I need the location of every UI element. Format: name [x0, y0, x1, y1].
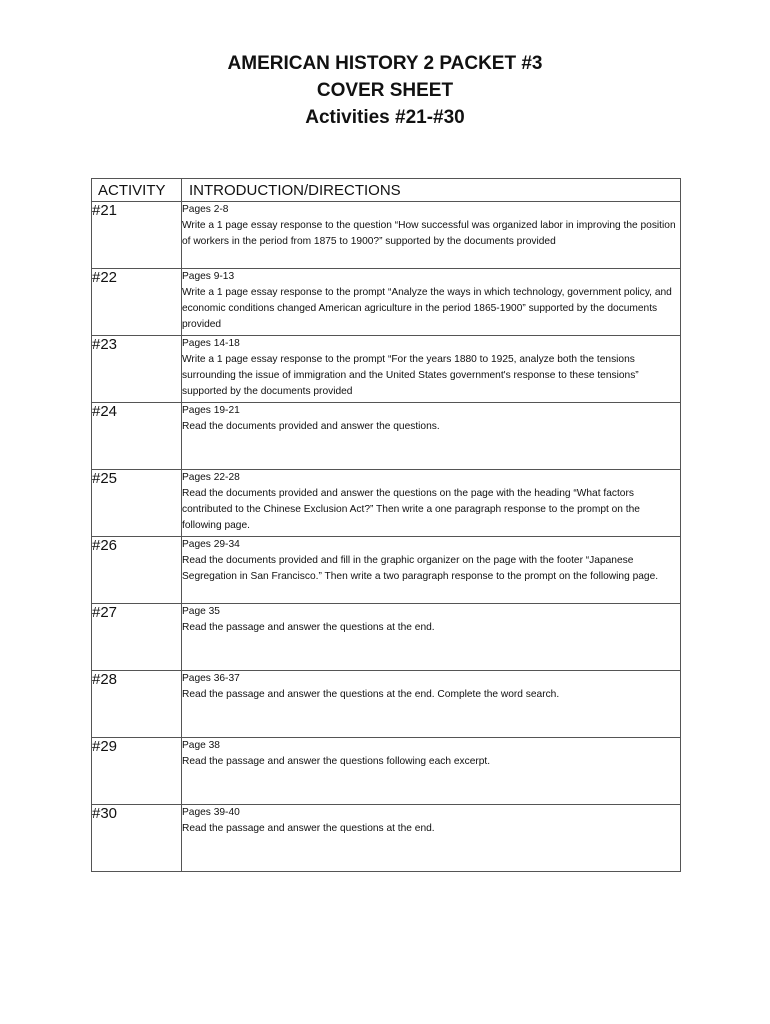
table-row	[92, 537, 681, 604]
activity-directions	[182, 738, 681, 805]
table-row	[92, 805, 681, 872]
activity-pages: Pages 39-40	[182, 807, 240, 818]
activity-number: #24	[92, 403, 182, 470]
activity-directions	[182, 537, 681, 604]
activity-pages: Pages 14-18	[182, 338, 240, 349]
activity-description: Read the documents provided and fill in the graphic organizer on the page with the footer “Japanese Segregation in San Francisco.” Then write a two paragraph response to the prompt on the following page.	[182, 555, 659, 582]
table-row	[92, 403, 681, 470]
title-line-2: COVER SHEET	[316, 80, 454, 101]
activity-pages: Pages 22-28	[182, 472, 240, 483]
activity-description: Read the documents provided and answer the questions.	[182, 421, 440, 432]
activity-description: Write a 1 page essay response to the prompt “Analyze the ways in which technology, government policy, and economic conditions changed American agriculture in the period 1865-1900” supported by the documents provided	[182, 287, 672, 330]
activity-number: #30	[92, 805, 182, 872]
activity-description: Write a 1 page essay response to the question “How successful was organized labor in improving the position of workers in the period from 1875 to 1900?” supported by the documents provided	[182, 220, 676, 247]
activity-number: #25	[92, 470, 182, 537]
activity-directions	[182, 403, 681, 470]
activity-description: Write a 1 page essay response to the prompt “For the years 1880 to 1925, analyze both the tensions surrounding the issue of immigration and the United States government's response to these tensions” supported by the documents provided	[182, 354, 639, 397]
activity-pages: Page 38	[182, 740, 220, 751]
title-line-3: Activities #21-#30	[305, 107, 465, 128]
table-row	[92, 738, 681, 805]
activity-description: Read the passage and answer the questions at the end. Complete the word search.	[182, 689, 560, 700]
table-row	[92, 671, 681, 738]
title-line-1: AMERICAN HISTORY 2 PACKET #3	[227, 53, 543, 74]
activity-description: Read the documents provided and answer the questions on the page with the heading “What factors contributed to the Chinese Exclusion Act?” Then write a one paragraph response to the prompt on the following page.	[182, 488, 640, 531]
activity-directions	[182, 604, 681, 671]
table-row	[92, 336, 681, 403]
activity-pages: Pages 29-34	[182, 539, 240, 550]
column-header-activity: ACTIVITY	[92, 179, 182, 202]
activity-directions	[182, 269, 681, 336]
activity-pages: Pages 36-37	[182, 673, 240, 684]
activity-directions	[182, 671, 681, 738]
document-title	[0, 50, 770, 131]
activity-directions	[182, 470, 681, 537]
activity-description: Read the passage and answer the questions at the end.	[182, 622, 435, 633]
activity-pages: Pages 19-21	[182, 405, 240, 416]
activity-description: Read the passage and answer the questions following each excerpt.	[182, 756, 491, 767]
activity-number: #27	[92, 604, 182, 671]
activity-number: #23	[92, 336, 182, 403]
table-row	[92, 470, 681, 537]
table-row	[92, 269, 681, 336]
activity-pages: Pages 9-13	[182, 271, 235, 282]
column-header-directions: INTRODUCTION/DIRECTIONS	[182, 179, 681, 202]
activity-pages: Page 35	[182, 606, 220, 617]
activities-table	[91, 178, 681, 872]
table-header-row	[92, 179, 681, 202]
activity-directions	[182, 805, 681, 872]
activity-directions	[182, 202, 681, 269]
activity-description: Read the passage and answer the questions at the end.	[182, 823, 435, 834]
table-row	[92, 604, 681, 671]
activity-number: #29	[92, 738, 182, 805]
activity-number: #22	[92, 269, 182, 336]
table-row	[92, 202, 681, 269]
activity-pages: Pages 2-8	[182, 204, 229, 215]
activity-directions	[182, 336, 681, 403]
activity-number: #26	[92, 537, 182, 604]
activity-number: #21	[92, 202, 182, 269]
activity-number: #28	[92, 671, 182, 738]
